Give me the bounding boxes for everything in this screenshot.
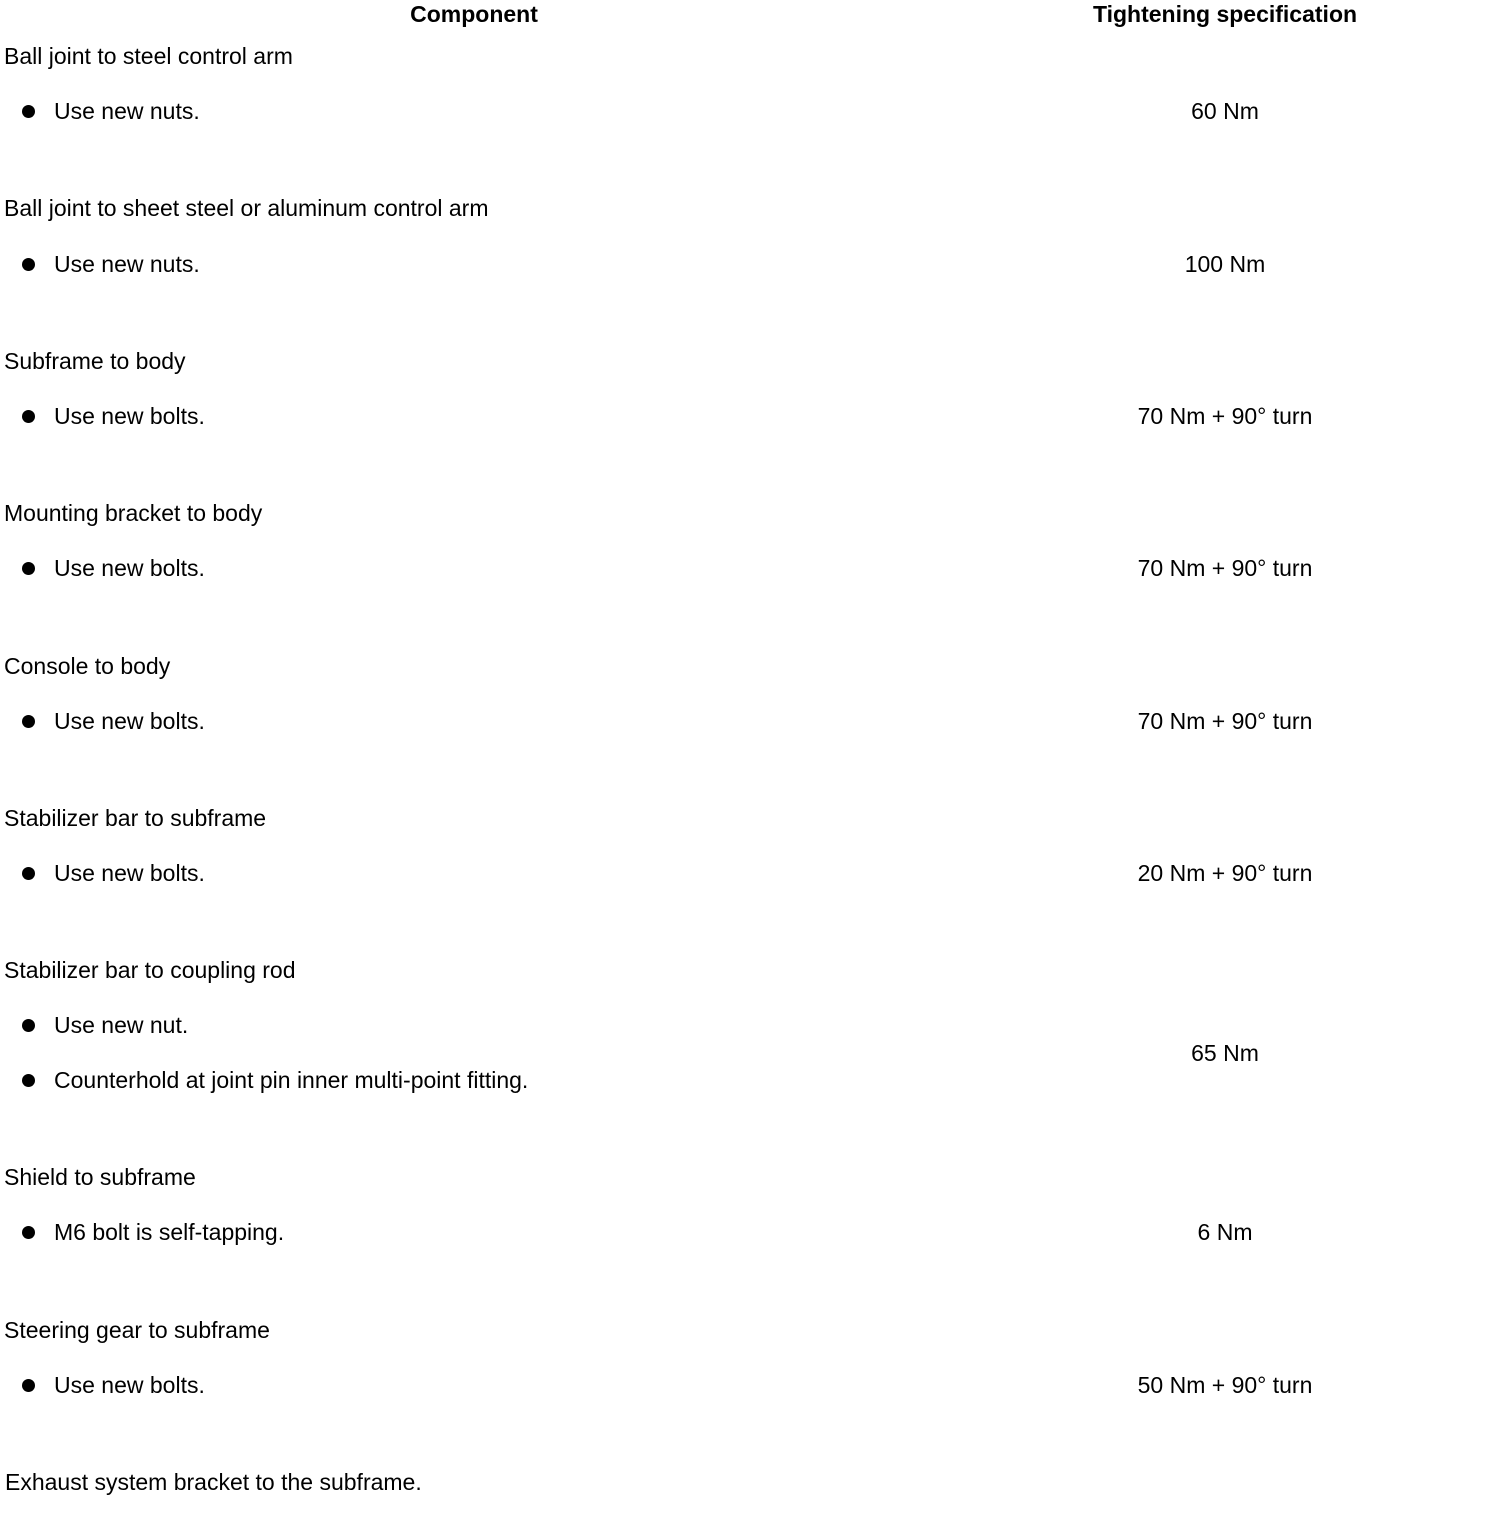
row-title: Exhaust system bracket to the subframe. xyxy=(5,1469,422,1495)
tightening-spec: 65 Nm xyxy=(1191,1040,1259,1066)
column-header-component: Component xyxy=(410,1,538,27)
row-title: Ball joint to sheet steel or aluminum control arm xyxy=(4,195,489,221)
row-title: Stabilizer bar to subframe xyxy=(4,805,267,831)
bullet-icon xyxy=(22,1074,35,1087)
tightening-spec: 70 Nm + 90° turn xyxy=(1137,555,1313,581)
note-text: Use new bolts. xyxy=(54,555,205,581)
row-title: Subframe to body xyxy=(4,348,186,374)
tightening-spec: 70 Nm + 90° turn xyxy=(1137,403,1313,429)
tightening-spec: 60 Nm xyxy=(1191,98,1259,124)
tightening-spec: 70 Nm + 90° turn xyxy=(1137,708,1313,734)
row-title: Steering gear to subframe xyxy=(4,1317,270,1343)
bullet-icon xyxy=(22,562,35,575)
note-text: Use new bolts. xyxy=(54,860,205,886)
tightening-spec: 20 Nm + 90° turn xyxy=(1137,860,1313,886)
bullet-icon xyxy=(22,105,35,118)
column-header-specification: Tightening specification xyxy=(1092,1,1358,27)
tightening-spec: 100 Nm xyxy=(1184,251,1266,277)
tightening-spec: 6 Nm xyxy=(1197,1219,1253,1245)
bullet-icon xyxy=(22,258,35,271)
bullet-icon xyxy=(22,715,35,728)
bullet-icon xyxy=(22,867,35,880)
note-text: Use new nuts. xyxy=(54,251,200,277)
note-text: Use new bolts. xyxy=(54,708,205,734)
note-text: M6 bolt is self-tapping. xyxy=(54,1219,285,1245)
row-title: Mounting bracket to body xyxy=(4,500,263,526)
row-title: Shield to subframe xyxy=(4,1164,196,1190)
bullet-icon xyxy=(22,1019,35,1032)
row-title: Ball joint to steel control arm xyxy=(4,43,293,69)
bullet-icon xyxy=(22,1379,35,1392)
bullet-icon xyxy=(22,1226,35,1239)
row-title: Console to body xyxy=(4,653,171,679)
note-text: Use new bolts. xyxy=(54,403,205,429)
note-text: Counterhold at joint pin inner multi-point fitting. xyxy=(54,1067,529,1093)
bullet-icon xyxy=(22,410,35,423)
row-title: Stabilizer bar to coupling rod xyxy=(4,957,296,983)
note-text: Use new nuts. xyxy=(54,98,200,124)
note-text: Use new bolts. xyxy=(54,1372,205,1398)
tightening-spec: 50 Nm + 90° turn xyxy=(1137,1372,1313,1398)
note-text: Use new nut. xyxy=(54,1012,189,1038)
